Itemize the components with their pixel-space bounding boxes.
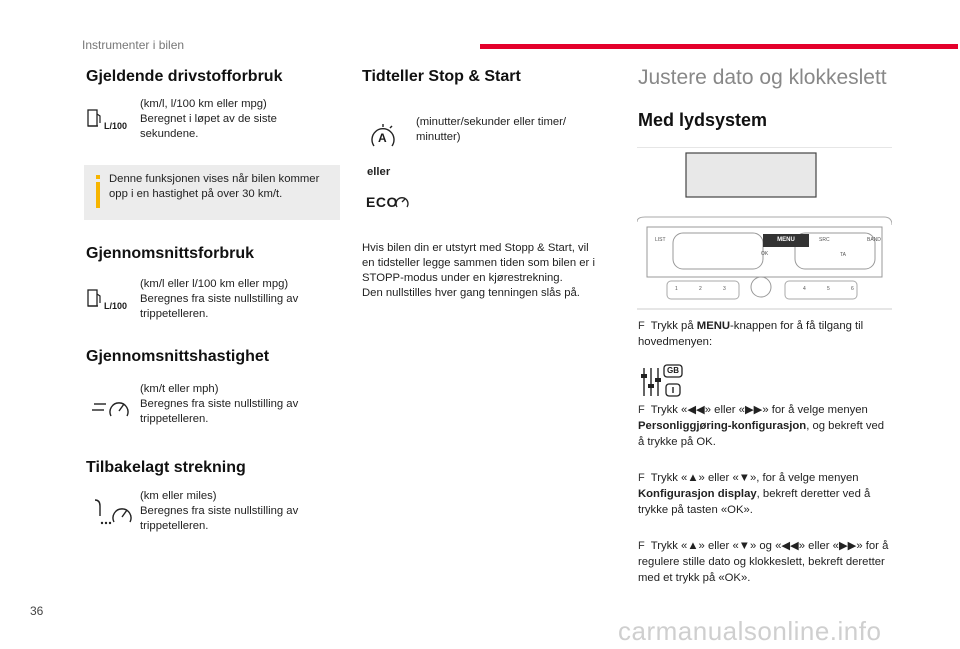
- preset-4: 4: [803, 286, 806, 292]
- section-title-current-consumption: Gjeldende drivstofforbruk: [86, 68, 283, 85]
- section-title-average-speed: Gjennomsnittshastighet: [86, 348, 270, 365]
- preset-3: 3: [723, 286, 726, 292]
- panel-ta-label: TA: [840, 252, 847, 258]
- average-speed-text: (km/t eller mph) Beregnes fra siste nullstilling av trippetelleren.: [140, 383, 299, 425]
- step-2: F Trykk «◀◀» eller «▶▶» for å velge menyen Personliggjøring-konfigurasjon, og bekreft ved å trykke på OK.: [638, 404, 885, 448]
- step-1: F Trykk på MENU-knappen for å få tilgang til hovedmenyen:: [638, 320, 864, 348]
- panel-ok-label: OK: [761, 251, 769, 257]
- distance-icon: [92, 498, 130, 536]
- icon-label-l100-1: L/100: [104, 121, 128, 131]
- preset-5: 5: [827, 286, 830, 292]
- info-icon: [95, 173, 101, 211]
- section-title-stop-start: Tidteller Stop & Start: [362, 68, 521, 85]
- preset-6: 6: [851, 286, 854, 292]
- stop-start-timer-icon: A: [368, 122, 398, 152]
- panel-band-label: BAND: [867, 237, 881, 243]
- info-note: [84, 165, 340, 220]
- watermark: carmanualsonline.info: [618, 616, 882, 646]
- audio-panel-illustration: [637, 147, 892, 312]
- stop-start-units-text: (minutter/sekunder eller timer/ minutter): [416, 116, 567, 143]
- panel-src-label: SRC: [819, 237, 830, 243]
- step-3: F Trykk «▲» eller «▼», for å velge menyen Konfigurasjon display, bekreft deretter ved å trykke på tasten «OK».: [638, 472, 871, 516]
- step-4: F Trykk «▲» eller «▼» og «◀◀» eller «▶▶» for å regulere stille dato og klokkeslett, bekreft deretter med et trykk på «OK».: [638, 540, 889, 584]
- icon-label-l100-2: L/100: [104, 301, 128, 311]
- current-consumption-text: (km/l, l/100 km eller mpg) Beregnet i løpet av de siste sekundene.: [140, 98, 277, 140]
- or-label: eller: [367, 166, 391, 178]
- preset-2: 2: [699, 286, 702, 292]
- eco-timer-icon: ECO: [366, 194, 414, 214]
- section-title-distance: Tilbakelagt strekning: [86, 459, 246, 476]
- distance-text: (km eller miles) Beregnes fra siste nullstilling av trippetelleren.: [140, 490, 299, 532]
- average-consumption-text: (km/l eller l/100 km eller mpg) Beregnes fra siste nullstilling av trippetelleren.: [140, 278, 299, 320]
- speedometer-icon: [92, 394, 130, 432]
- header-accent-bar: [480, 44, 958, 49]
- settings-sliders-icon: GB: [638, 362, 684, 400]
- preset-1: 1: [675, 286, 678, 292]
- menu-button: MENU: [763, 234, 809, 247]
- chapter-title: Justere dato og klokkeslett: [638, 66, 887, 89]
- section-title-average-consumption: Gjennomsnittsforbruk: [86, 245, 255, 262]
- panel-list-label: LIST: [655, 237, 666, 243]
- page-number: 36: [30, 604, 44, 618]
- subsection-title: Med lydsystem: [638, 110, 768, 130]
- running-header: Instrumenter i bilen: [82, 38, 185, 52]
- info-note-text: Denne funksjonen vises når bilen kommer opp i en hastighet på over 30 km/t.: [109, 173, 320, 200]
- stop-start-paragraph: Hvis bilen din er utstyrt med Stopp & Start, vil en tidsteller legge sammen tiden som bilen er i STOPP-modus under en kjørestrekning. Den nullstilles hver gang tenningen slås på.: [362, 242, 595, 299]
